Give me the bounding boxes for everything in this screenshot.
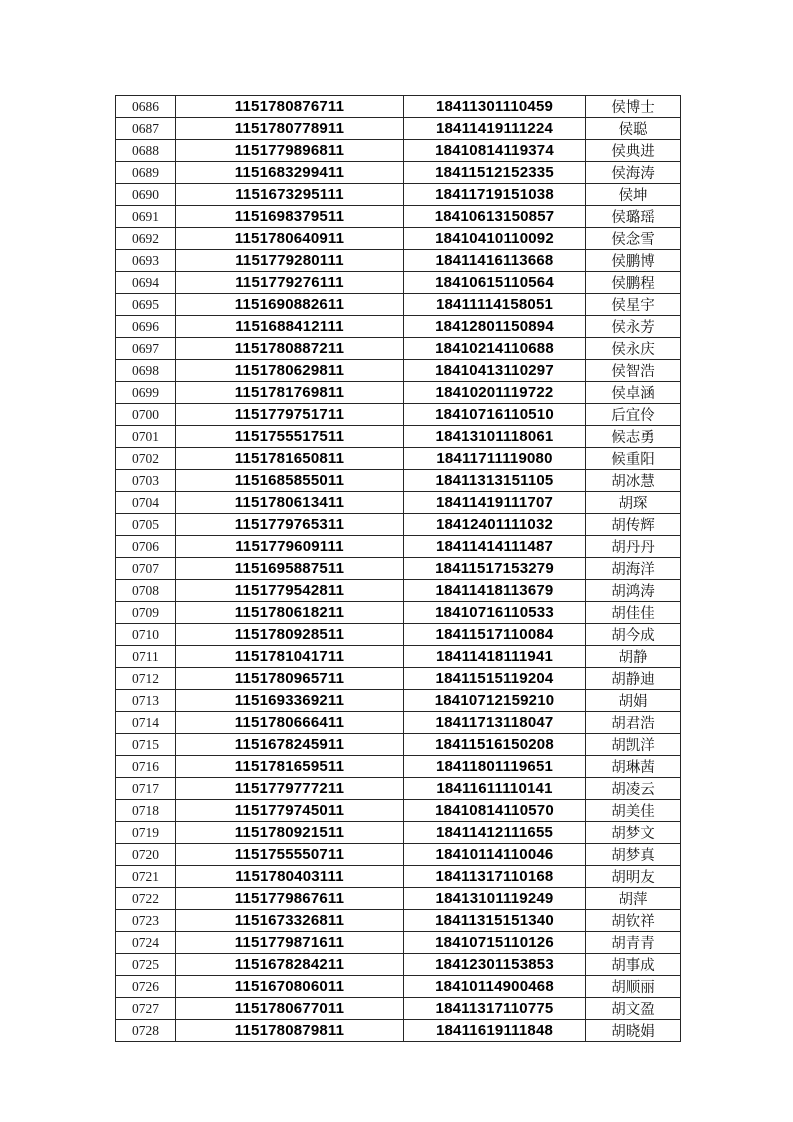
first-number-cell: 1151695887511 — [176, 558, 404, 580]
second-number-cell: 18410613150857 — [404, 206, 586, 228]
serial-cell: 0708 — [116, 580, 176, 602]
first-number-cell: 1151780618211 — [176, 602, 404, 624]
serial-cell: 0712 — [116, 668, 176, 690]
serial-cell: 0720 — [116, 844, 176, 866]
serial-cell: 0725 — [116, 954, 176, 976]
table-row — [116, 910, 681, 932]
second-number-cell: 18412301153853 — [404, 954, 586, 976]
table-row — [116, 558, 681, 580]
name-cell: 胡顺丽 — [586, 976, 681, 998]
serial-cell: 0696 — [116, 316, 176, 338]
first-number-cell: 1151779871611 — [176, 932, 404, 954]
second-number-cell: 18411515119204 — [404, 668, 586, 690]
table-row — [116, 580, 681, 602]
table-row — [116, 998, 681, 1020]
second-number-cell: 18411114158051 — [404, 294, 586, 316]
first-number-cell: 1151780640911 — [176, 228, 404, 250]
second-number-cell: 18411301110459 — [404, 96, 586, 118]
serial-cell: 0719 — [116, 822, 176, 844]
name-cell: 侯卓涵 — [586, 382, 681, 404]
name-cell: 胡事成 — [586, 954, 681, 976]
serial-cell: 0699 — [116, 382, 176, 404]
name-cell: 胡佳佳 — [586, 602, 681, 624]
second-number-cell: 18410114900468 — [404, 976, 586, 998]
second-number-cell: 18410712159210 — [404, 690, 586, 712]
first-number-cell: 1151678245911 — [176, 734, 404, 756]
second-number-cell: 18413101118061 — [404, 426, 586, 448]
first-number-cell: 1151780921511 — [176, 822, 404, 844]
second-number-cell: 18411315151340 — [404, 910, 586, 932]
second-number-cell: 18411418111941 — [404, 646, 586, 668]
first-number-cell: 1151779745011 — [176, 800, 404, 822]
serial-cell: 0726 — [116, 976, 176, 998]
table-row — [116, 316, 681, 338]
serial-cell: 0705 — [116, 514, 176, 536]
table-row — [116, 800, 681, 822]
second-number-cell: 18411414111487 — [404, 536, 586, 558]
name-cell: 胡静 — [586, 646, 681, 668]
first-number-cell: 1151780879811 — [176, 1020, 404, 1042]
name-cell: 侯智浩 — [586, 360, 681, 382]
name-cell: 胡娟 — [586, 690, 681, 712]
first-number-cell: 1151779867611 — [176, 888, 404, 910]
serial-cell: 0698 — [116, 360, 176, 382]
table-row — [116, 338, 681, 360]
first-number-cell: 1151779542811 — [176, 580, 404, 602]
serial-cell: 0706 — [116, 536, 176, 558]
second-number-cell: 18411313151105 — [404, 470, 586, 492]
serial-cell: 0704 — [116, 492, 176, 514]
table-row — [116, 646, 681, 668]
first-number-cell: 1151755517511 — [176, 426, 404, 448]
table-row — [116, 536, 681, 558]
serial-cell: 0701 — [116, 426, 176, 448]
first-number-cell: 1151678284211 — [176, 954, 404, 976]
second-number-cell: 18411611110141 — [404, 778, 586, 800]
table-row — [116, 360, 681, 382]
name-cell: 胡文盈 — [586, 998, 681, 1020]
name-cell: 胡琳茜 — [586, 756, 681, 778]
second-number-cell: 18413101119249 — [404, 888, 586, 910]
first-number-cell: 1151779896811 — [176, 140, 404, 162]
first-number-cell: 1151781769811 — [176, 382, 404, 404]
first-number-cell: 1151683299411 — [176, 162, 404, 184]
name-cell: 候志勇 — [586, 426, 681, 448]
serial-cell: 0694 — [116, 272, 176, 294]
second-number-cell: 18411619111848 — [404, 1020, 586, 1042]
name-cell: 胡丹丹 — [586, 536, 681, 558]
table-row — [116, 1020, 681, 1042]
table-row — [116, 140, 681, 162]
name-cell: 胡君浩 — [586, 712, 681, 734]
name-cell: 胡萍 — [586, 888, 681, 910]
serial-cell: 0702 — [116, 448, 176, 470]
table-row — [116, 690, 681, 712]
serial-cell: 0690 — [116, 184, 176, 206]
second-number-cell: 18410114110046 — [404, 844, 586, 866]
table-row — [116, 96, 681, 118]
second-number-cell: 18410410110092 — [404, 228, 586, 250]
name-cell: 侯鹏程 — [586, 272, 681, 294]
table-row — [116, 888, 681, 910]
first-number-cell: 1151780778911 — [176, 118, 404, 140]
second-number-cell: 18411412111655 — [404, 822, 586, 844]
first-number-cell: 1151693369211 — [176, 690, 404, 712]
name-cell: 胡美佳 — [586, 800, 681, 822]
table-row — [116, 976, 681, 998]
name-cell: 侯鹏博 — [586, 250, 681, 272]
second-number-cell: 18411517110084 — [404, 624, 586, 646]
name-cell: 胡钦祥 — [586, 910, 681, 932]
serial-cell: 0713 — [116, 690, 176, 712]
table-row — [116, 778, 681, 800]
second-number-cell: 18410214110688 — [404, 338, 586, 360]
name-cell: 胡静迪 — [586, 668, 681, 690]
second-number-cell: 18412801150894 — [404, 316, 586, 338]
name-cell: 侯坤 — [586, 184, 681, 206]
table-row — [116, 844, 681, 866]
name-cell: 后宜伶 — [586, 404, 681, 426]
name-cell: 胡凌云 — [586, 778, 681, 800]
first-number-cell: 1151779777211 — [176, 778, 404, 800]
serial-cell: 0722 — [116, 888, 176, 910]
second-number-cell: 18411517153279 — [404, 558, 586, 580]
table-row — [116, 118, 681, 140]
table-row — [116, 250, 681, 272]
serial-cell: 0717 — [116, 778, 176, 800]
roster-table-body — [116, 96, 681, 1042]
serial-cell: 0692 — [116, 228, 176, 250]
second-number-cell: 18410615110564 — [404, 272, 586, 294]
serial-cell: 0707 — [116, 558, 176, 580]
table-row — [116, 932, 681, 954]
serial-cell: 0700 — [116, 404, 176, 426]
second-number-cell: 18411419111707 — [404, 492, 586, 514]
second-number-cell: 18411317110775 — [404, 998, 586, 1020]
name-cell: 侯聪 — [586, 118, 681, 140]
second-number-cell: 18410413110297 — [404, 360, 586, 382]
table-row — [116, 514, 681, 536]
serial-cell: 0686 — [116, 96, 176, 118]
serial-cell: 0691 — [116, 206, 176, 228]
first-number-cell: 1151779280111 — [176, 250, 404, 272]
second-number-cell: 18410715110126 — [404, 932, 586, 954]
first-number-cell: 1151780887211 — [176, 338, 404, 360]
serial-cell: 0710 — [116, 624, 176, 646]
second-number-cell: 18412401111032 — [404, 514, 586, 536]
first-number-cell: 1151670806011 — [176, 976, 404, 998]
serial-cell: 0716 — [116, 756, 176, 778]
table-row — [116, 756, 681, 778]
first-number-cell: 1151780613411 — [176, 492, 404, 514]
second-number-cell: 18411516150208 — [404, 734, 586, 756]
serial-cell: 0693 — [116, 250, 176, 272]
name-cell: 侯永芳 — [586, 316, 681, 338]
serial-cell: 0723 — [116, 910, 176, 932]
table-row — [116, 822, 681, 844]
second-number-cell: 18411416113668 — [404, 250, 586, 272]
name-cell: 胡梦真 — [586, 844, 681, 866]
serial-cell: 0687 — [116, 118, 176, 140]
table-row — [116, 712, 681, 734]
first-number-cell: 1151781041711 — [176, 646, 404, 668]
table-row — [116, 184, 681, 206]
serial-cell: 0718 — [116, 800, 176, 822]
name-cell: 胡凯洋 — [586, 734, 681, 756]
name-cell: 胡琛 — [586, 492, 681, 514]
table-row — [116, 954, 681, 976]
second-number-cell: 18411711119080 — [404, 448, 586, 470]
first-number-cell: 1151780403111 — [176, 866, 404, 888]
first-number-cell: 1151779276111 — [176, 272, 404, 294]
name-cell: 胡青青 — [586, 932, 681, 954]
roster-table — [115, 95, 681, 1042]
table-row — [116, 206, 681, 228]
first-number-cell: 1151698379511 — [176, 206, 404, 228]
table-row — [116, 668, 681, 690]
table-row — [116, 426, 681, 448]
table-row — [116, 470, 681, 492]
table-row — [116, 162, 681, 184]
second-number-cell: 18411713118047 — [404, 712, 586, 734]
second-number-cell: 18411719151038 — [404, 184, 586, 206]
table-row — [116, 404, 681, 426]
serial-cell: 0727 — [116, 998, 176, 1020]
first-number-cell: 1151690882611 — [176, 294, 404, 316]
table-row — [116, 382, 681, 404]
name-cell: 胡今成 — [586, 624, 681, 646]
table-row — [116, 602, 681, 624]
serial-cell: 0703 — [116, 470, 176, 492]
second-number-cell: 18411317110168 — [404, 866, 586, 888]
name-cell: 胡冰慧 — [586, 470, 681, 492]
serial-cell: 0724 — [116, 932, 176, 954]
table-row — [116, 624, 681, 646]
first-number-cell: 1151673295111 — [176, 184, 404, 206]
serial-cell: 0728 — [116, 1020, 176, 1042]
table-row — [116, 866, 681, 888]
table-row — [116, 294, 681, 316]
serial-cell: 0697 — [116, 338, 176, 360]
name-cell: 侯典进 — [586, 140, 681, 162]
first-number-cell: 1151781650811 — [176, 448, 404, 470]
first-number-cell: 1151688412111 — [176, 316, 404, 338]
serial-cell: 0689 — [116, 162, 176, 184]
second-number-cell: 18411801119651 — [404, 756, 586, 778]
first-number-cell: 1151779609111 — [176, 536, 404, 558]
second-number-cell: 18410716110533 — [404, 602, 586, 624]
first-number-cell: 1151780677011 — [176, 998, 404, 1020]
serial-cell: 0688 — [116, 140, 176, 162]
name-cell: 胡海洋 — [586, 558, 681, 580]
second-number-cell: 18411419111224 — [404, 118, 586, 140]
table-row — [116, 448, 681, 470]
table-row — [116, 492, 681, 514]
second-number-cell: 18410716110510 — [404, 404, 586, 426]
serial-cell: 0721 — [116, 866, 176, 888]
name-cell: 侯星宇 — [586, 294, 681, 316]
name-cell: 胡传辉 — [586, 514, 681, 536]
first-number-cell: 1151673326811 — [176, 910, 404, 932]
second-number-cell: 18410201119722 — [404, 382, 586, 404]
first-number-cell: 1151779751711 — [176, 404, 404, 426]
second-number-cell: 18411512152335 — [404, 162, 586, 184]
name-cell: 胡鸿涛 — [586, 580, 681, 602]
name-cell: 胡梦文 — [586, 822, 681, 844]
name-cell: 侯永庆 — [586, 338, 681, 360]
first-number-cell: 1151780666411 — [176, 712, 404, 734]
first-number-cell: 1151780928511 — [176, 624, 404, 646]
serial-cell: 0711 — [116, 646, 176, 668]
name-cell: 候重阳 — [586, 448, 681, 470]
name-cell: 侯海涛 — [586, 162, 681, 184]
name-cell: 侯博士 — [586, 96, 681, 118]
serial-cell: 0715 — [116, 734, 176, 756]
serial-cell: 0714 — [116, 712, 176, 734]
name-cell: 侯念雪 — [586, 228, 681, 250]
table-row — [116, 272, 681, 294]
second-number-cell: 18410814110570 — [404, 800, 586, 822]
first-number-cell: 1151755550711 — [176, 844, 404, 866]
table-row — [116, 734, 681, 756]
serial-cell: 0709 — [116, 602, 176, 624]
name-cell: 胡明友 — [586, 866, 681, 888]
first-number-cell: 1151781659511 — [176, 756, 404, 778]
first-number-cell: 1151780876711 — [176, 96, 404, 118]
second-number-cell: 18411418113679 — [404, 580, 586, 602]
name-cell: 胡晓娟 — [586, 1020, 681, 1042]
serial-cell: 0695 — [116, 294, 176, 316]
table-row — [116, 228, 681, 250]
first-number-cell: 1151780629811 — [176, 360, 404, 382]
second-number-cell: 18410814119374 — [404, 140, 586, 162]
first-number-cell: 1151685855011 — [176, 470, 404, 492]
first-number-cell: 1151779765311 — [176, 514, 404, 536]
first-number-cell: 1151780965711 — [176, 668, 404, 690]
name-cell: 侯璐瑶 — [586, 206, 681, 228]
